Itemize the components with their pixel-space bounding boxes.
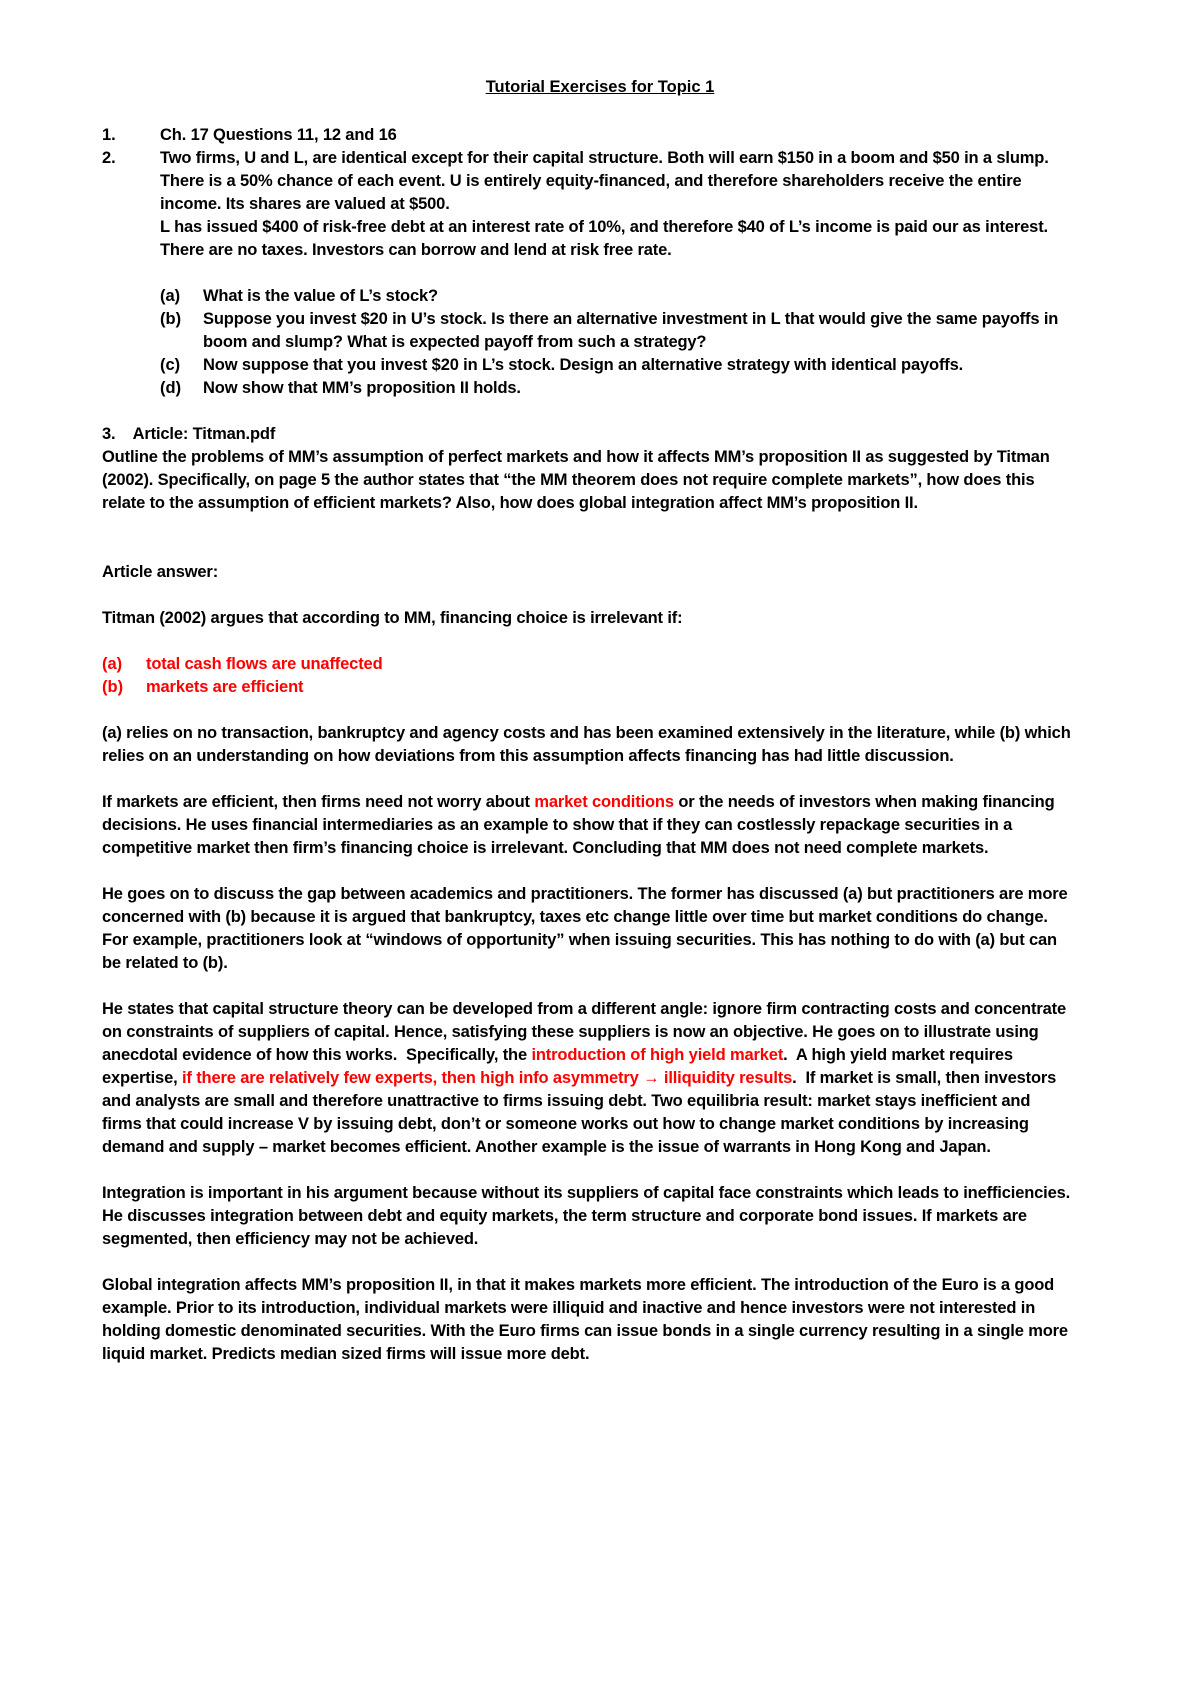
- highlight-high-yield-market: introduction of high yield market: [531, 1046, 784, 1064]
- answer-paragraph-4-line: [102, 1067, 1056, 1089]
- question-3-line: Outline the problems of MM’s assumption of perfect markets and how it affects MM’s proposition II as suggested by Titman: [102, 448, 1050, 466]
- answer-intro: Titman (2002) argues that according to MM, financing choice is irrelevant if:: [102, 609, 683, 627]
- answer-paragraph-3-line: be related to (b).: [102, 954, 228, 972]
- question-1-text: Ch. 17 Questions 11, 12 and 16: [160, 126, 397, 144]
- question-2-line: Two firms, U and L, are identical except for their capital structure. Both will earn $150 in a boom and $50 in a slump.: [160, 149, 1049, 167]
- highlight-market-conditions: market conditions: [534, 793, 674, 811]
- answer-paragraph-4-line: [102, 1044, 1013, 1066]
- answer-paragraph-5-line: He discusses integration between debt and equity markets, the term structure and corporate bond issues. If markets are: [102, 1207, 1027, 1225]
- condition-a-text: total cash flows are unaffected: [146, 655, 383, 673]
- question-3-line: relate to the assumption of efficient markets? Also, how does global integration affect MM’s proposition II.: [102, 494, 918, 512]
- question-2-line: income. Its shares are valued at $500.: [160, 195, 450, 213]
- question-3-heading: 3. Article: Titman.pdf: [102, 425, 276, 443]
- text-run: . If market is small, then investors: [792, 1069, 1057, 1087]
- answer-paragraph-1-line: relies on an understanding on how deviations from this assumption affects financing has had little discussion.: [102, 747, 954, 765]
- answer-paragraph-4-line: demand and supply – market becomes efficient. Another example is the issue of warrants in Hong Kong and Japan.: [102, 1138, 991, 1156]
- question-2-number: 2.: [102, 149, 116, 167]
- answer-heading: Article answer:: [102, 563, 219, 581]
- part-b-text: Suppose you invest $20 in U’s stock. Is there an alternative investment in L that would give the same payoffs in: [203, 310, 1059, 328]
- answer-paragraph-4-line: firms that could increase V by issuing debt, don’t or someone works out how to change market conditions by increasing: [102, 1115, 1029, 1133]
- part-a-text: What is the value of L’s stock?: [203, 287, 438, 305]
- part-b-label: (b): [160, 310, 182, 328]
- text-run: . A high yield market requires: [783, 1046, 1013, 1064]
- answer-paragraph-6-line: example. Prior to its introduction, individual markets were illiquid and inactive and hence investors were not interested in: [102, 1299, 1036, 1317]
- answer-paragraph-5-line: segmented, then efficiency may not be achieved.: [102, 1230, 479, 1248]
- answer-paragraph-4-line: and analysts are small and therefore unattractive to firms issuing debt. Two equilibria result: market stays inefficient and: [102, 1092, 1031, 1110]
- part-c-text: Now suppose that you invest $20 in L’s stock. Design an alternative strategy with identical payoffs.: [203, 356, 964, 374]
- answer-paragraph-2-line: [102, 791, 1055, 813]
- text-run: anecdotal evidence of how this works. Specifically, the: [102, 1046, 532, 1064]
- answer-paragraph-1-line: (a) relies on no transaction, bankruptcy and agency costs and has been examined extensively in the literature, while (b) which: [102, 724, 1071, 742]
- condition-b-text: markets are efficient: [146, 678, 304, 696]
- answer-paragraph-5-line: Integration is important in his argument because without its suppliers of capital face constraints which leads to inefficiencies.: [102, 1184, 1071, 1202]
- question-3-line: (2002). Specifically, on page 5 the author states that “the MM theorem does not require complete markets”, how does this: [102, 471, 1035, 489]
- answer-paragraph-4-line: on constraints of suppliers of capital. Hence, satisfying these suppliers is now an objective. He goes on to illustrate using: [102, 1023, 1039, 1041]
- answer-paragraph-6-line: Global integration affects MM’s proposition II, in that it makes markets more efficient. The introduction of the Euro is a good: [102, 1276, 1055, 1294]
- highlight-info-asymmetry: if there are relatively few experts, then high info asymmetry → illiquidity results: [181, 1069, 793, 1087]
- answer-paragraph-3-line: He goes on to discuss the gap between academics and practitioners. The former has discussed (a) but practitioners are more: [102, 885, 1068, 903]
- answer-paragraph-3-line: For example, practitioners look at “windows of opportunity” when issuing securities. This has nothing to do with (a) but can: [102, 931, 1057, 949]
- answer-paragraph-6-line: liquid market. Predicts median sized firms will issue more debt.: [102, 1345, 590, 1363]
- part-a-label: (a): [160, 287, 181, 305]
- text-run: If markets are efficient, then firms need not worry about: [102, 793, 535, 811]
- document-title: Tutorial Exercises for Topic 1: [485, 78, 715, 96]
- part-d-label: (d): [160, 379, 182, 397]
- answer-paragraph-4-line: He states that capital structure theory can be developed from a different angle: ignore firm contracting costs and concentrate: [102, 1000, 1066, 1018]
- question-2-line: There are no taxes. Investors can borrow and lend at risk free rate.: [160, 241, 672, 259]
- question-1-number: 1.: [102, 126, 116, 144]
- answer-paragraph-3-line: concerned with (b) because it is argued that bankruptcy, taxes etc change little over time but market conditions do change.: [102, 908, 1048, 926]
- condition-b-label: (b): [102, 678, 124, 696]
- condition-a-label: (a): [102, 655, 123, 673]
- text-run: expertise,: [102, 1069, 182, 1087]
- answer-paragraph-6-line: holding domestic denominated securities. With the Euro firms can issue bonds in a single currency resulting in a single more: [102, 1322, 1068, 1340]
- part-b-text: boom and slump? What is expected payoff from such a strategy?: [203, 333, 707, 351]
- text-run: or the needs of investors when making financing: [673, 793, 1055, 811]
- part-c-label: (c): [160, 356, 181, 374]
- answer-paragraph-2-line: decisions. He uses financial intermediaries as an example to show that if they can costlessly repackage securities in a: [102, 816, 1013, 834]
- question-2-line: There is a 50% chance of each event. U is entirely equity-financed, and therefore shareholders receive the entire: [160, 172, 1022, 190]
- answer-paragraph-2-line: competitive market then firm’s financing choice is irrelevant. Concluding that MM does not need complete markets.: [102, 839, 989, 857]
- part-d-text: Now show that MM’s proposition II holds.: [203, 379, 521, 397]
- question-2-line: L has issued $400 of risk-free debt at an interest rate of 10%, and therefore $40 of L’s income is paid our as interest.: [160, 218, 1048, 236]
